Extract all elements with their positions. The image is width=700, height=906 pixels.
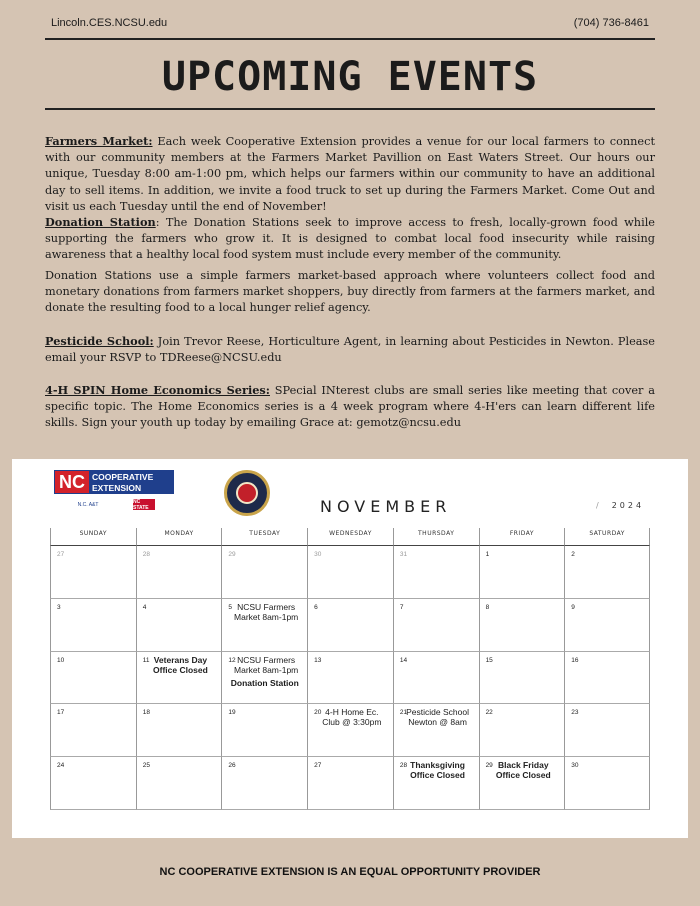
calendar-day-cell	[221, 652, 307, 705]
calendar-event: NCSU Farmers Market 8am-1pm	[234, 601, 299, 622]
calendar-event: Pesticide School Newton @ 8am	[406, 707, 469, 728]
day-number: 15	[485, 656, 493, 664]
logo-text	[89, 471, 173, 493]
calendar-day-cell	[393, 546, 479, 599]
calendar-day-cell	[393, 652, 479, 705]
calendar-day-cell	[221, 757, 307, 810]
section-heading: 4-H SPIN Home Economics Series:	[45, 383, 270, 397]
calendar-day-cell	[50, 704, 136, 757]
day-number: 30	[571, 762, 579, 770]
calendar-year: / 2024	[596, 501, 645, 510]
calendar-day-cell	[50, 599, 136, 652]
calendar-day-cell	[564, 546, 650, 599]
day-number: 23	[571, 709, 579, 717]
calendar-day-cell	[479, 652, 565, 705]
section-body: Each week Cooperative Extension provides a venue for our local farmers to connect with our community members at the Farmers Market Pavillion on East Waters Street. Our hours our unique, Tuesday 8:00 am-1:00 pm, which helps our farmers within our community to have an additional day to sell items. In addition, we invite a food truck to set up during the Farmers Market. Come Out and visit us each Tuesday until the end of November!	[45, 135, 655, 213]
day-number: 30	[314, 551, 322, 558]
calendar-event: 4-H Home Ec. Club @ 3:30pm	[322, 707, 382, 728]
weekday-header: WEDNESDAY	[307, 528, 393, 546]
day-number: 2	[571, 551, 575, 558]
calendar-day-cell	[50, 546, 136, 599]
calendar-day-cell	[136, 599, 222, 652]
day-number: 26	[228, 762, 236, 770]
day-number: 21	[399, 709, 408, 717]
calendar-day-cell	[307, 704, 393, 757]
logo-line-1: COOPERATIVE	[92, 472, 154, 482]
equal-opportunity-footer: NC COOPERATIVE EXTENSION IS AN EQUAL OPPORTUNITY PROVIDER	[159, 866, 541, 878]
day-number: 22	[485, 709, 493, 717]
day-number: 13	[314, 656, 322, 664]
day-number: 6	[314, 603, 318, 611]
day-number: 20	[314, 709, 322, 717]
section-body: SPecial INterest clubs are small series like meeting that cover a specific topic. The Home Economics series is a 4 week program where 4-H'ers can learn different life skills. Sign your youth up today by emailing Grace at: gemotz@ncsu.edu	[45, 384, 655, 430]
day-number: 29	[228, 551, 236, 558]
calendar-event: Black Friday Office Closed	[495, 760, 551, 781]
phone-number: (704) 736-8461	[573, 17, 649, 29]
weekday-header: THURSDAY	[393, 528, 479, 546]
website-link[interactable]: Lincoln.CES.NCSU.edu	[51, 17, 168, 29]
calendar-day-cell	[479, 546, 565, 599]
calendar-day-cell	[221, 546, 307, 599]
calendar-day-cell	[307, 652, 393, 705]
donation-station-detail	[45, 268, 655, 317]
calendar-event: NCSU Farmers Market 8am-1pm	[234, 654, 299, 675]
day-number: 11	[142, 656, 150, 664]
calendar-day-cell	[393, 599, 479, 652]
calendar-day-cell	[50, 757, 136, 810]
county-seal-icon	[224, 470, 270, 516]
day-number: 16	[571, 656, 579, 664]
day-number: 10	[57, 656, 65, 664]
calendar-day-cell	[307, 599, 393, 652]
calendar-day-cell	[564, 757, 650, 810]
day-number: 4	[142, 603, 147, 611]
farmers-market-section	[45, 133, 655, 215]
section-heading: Donation Station	[45, 215, 156, 229]
day-number: 12	[228, 656, 236, 664]
day-number: 14	[399, 656, 408, 664]
section-heading: Farmers Market:	[45, 134, 153, 148]
day-number: 27	[314, 762, 322, 770]
day-number: 1	[485, 551, 490, 558]
calendar-day-cell	[393, 704, 479, 757]
day-number: 7	[399, 603, 404, 611]
calendar-day-cell	[136, 546, 222, 599]
day-number: 17	[57, 709, 65, 717]
section-heading: Pesticide School:	[45, 334, 154, 348]
day-number: 27	[57, 551, 65, 558]
calendar-day-cell	[479, 599, 565, 652]
calendar-day-cell	[136, 704, 222, 757]
day-number: 8	[485, 603, 490, 611]
weekday-header: FRIDAY	[479, 528, 565, 546]
weekday-header: TUESDAY	[221, 528, 307, 546]
weekday-header: SATURDAY	[564, 528, 650, 546]
day-number: 28	[142, 551, 150, 558]
calendar-day-cell	[393, 757, 479, 810]
calendar-day-cell	[136, 652, 222, 705]
calendar-event: Thanksgiving Office Closed	[410, 760, 465, 781]
calendar-day-cell	[136, 757, 222, 810]
calendar-grid	[50, 528, 650, 810]
donation-station-section	[45, 214, 655, 264]
day-number: 19	[228, 709, 236, 717]
calendar-day-cell	[221, 599, 307, 652]
nc-cooperative-extension-logo	[54, 470, 174, 494]
calendar-event: Donation Station	[230, 677, 299, 688]
day-number: 29	[485, 762, 493, 770]
pesticide-school-section	[45, 333, 655, 366]
year-value: 2024	[611, 501, 645, 510]
nc-state-logo: NC STATE	[133, 499, 155, 510]
calendar-day-cell	[564, 704, 650, 757]
home-economics-section	[45, 382, 655, 432]
calendar-day-cell	[564, 599, 650, 652]
section-body: : The Donation Stations seek to improve access to fresh, locally-grown food while supporting the farmers who grow it. It is designed to combat local food insecurity while raising awareness that a healthy local food system must include every member of the community.	[45, 216, 655, 262]
day-number: 5	[228, 603, 233, 611]
page-title: UPCOMING EVENTS	[45, 48, 655, 110]
day-number: 25	[142, 762, 150, 770]
calendar-day-cell	[50, 652, 136, 705]
weekday-header: SUNDAY	[50, 528, 136, 546]
logo-line-2: EXTENSION	[92, 482, 142, 493]
logo-nc-mark: NC	[55, 471, 89, 493]
calendar-day-cell	[221, 704, 307, 757]
calendar-day-cell	[479, 757, 565, 810]
weekday-header: MONDAY	[136, 528, 222, 546]
calendar-event: Veterans Day Office Closed	[153, 654, 208, 675]
calendar-day-cell	[307, 757, 393, 810]
calendar-month: NOVEMBER	[320, 497, 452, 516]
day-number: 18	[142, 709, 150, 717]
top-bar	[45, 12, 655, 40]
nc-at-logo: N.C. A&T	[77, 501, 99, 508]
section-body: Join Trevor Reese, Horticulture Agent, in learning about Pesticides in Newton. Please email your RSVP to TDReese@NCSU.edu	[45, 335, 655, 365]
november-calendar	[12, 459, 688, 838]
section-body: Donation Stations use a simple farmers market-based approach where volunteers collect food and monetary donations from farmers market shoppers, buy directly from farmers at the farmers market, and donate the resulting food to a local hunger relief agency.	[45, 269, 655, 315]
day-number: 9	[571, 603, 575, 611]
day-number: 28	[399, 762, 408, 770]
day-number: 3	[57, 603, 61, 611]
day-number: 31	[399, 551, 408, 558]
calendar-day-cell	[307, 546, 393, 599]
day-number: 24	[57, 762, 65, 770]
calendar-day-cell	[479, 704, 565, 757]
calendar-day-cell	[564, 652, 650, 705]
